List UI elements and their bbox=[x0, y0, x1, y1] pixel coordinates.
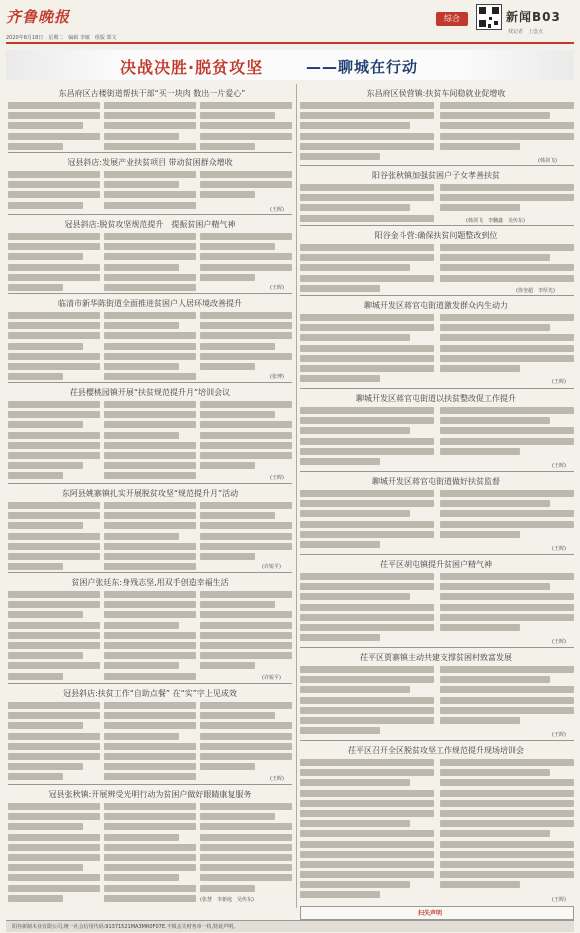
dateline: 2020年8月18日 星期二 编辑 李敏 组版 郑文 bbox=[6, 35, 117, 41]
article-divider bbox=[8, 572, 292, 573]
article-divider bbox=[8, 382, 292, 383]
article-divider bbox=[300, 647, 574, 648]
masthead-rule bbox=[6, 42, 574, 44]
article-divider bbox=[8, 683, 292, 684]
banner-subtitle: ——聊城在行动 bbox=[306, 58, 419, 76]
notice-title: 扫失声明 bbox=[418, 910, 443, 917]
headline-right-6: 聊城开发区蒋官屯街道做好扶贫监督 bbox=[372, 477, 500, 486]
article-author: (王晖) bbox=[552, 463, 566, 469]
article-body bbox=[300, 244, 434, 294]
headline-left-1: 东昌府区古楼街道帮扶干部“买一块肉 数出一片爱心” bbox=[58, 89, 246, 98]
article-body bbox=[104, 803, 196, 903]
article-body bbox=[440, 573, 574, 635]
article-body bbox=[8, 591, 100, 681]
article-body bbox=[300, 666, 434, 738]
article-body bbox=[8, 401, 100, 481]
headline-left-9: 冠县张秋镇:开展辨受光明行动为贫困户做好眼睛康复服务 bbox=[48, 790, 252, 799]
column-divider bbox=[296, 84, 297, 908]
article-body bbox=[300, 407, 434, 469]
headline-right-7: 茌平区胡屯镇提升贫困户精气神 bbox=[380, 560, 492, 569]
article-author: (王晖) bbox=[552, 897, 566, 903]
headline-right-3: 阳谷金斗营:确保扶贫问题整改到位 bbox=[374, 231, 498, 240]
article-body bbox=[8, 702, 100, 782]
article-body bbox=[104, 702, 196, 782]
article-divider bbox=[8, 214, 292, 215]
article-body bbox=[8, 502, 100, 570]
article-body bbox=[300, 102, 434, 162]
article-body bbox=[440, 490, 574, 542]
qr-code-icon bbox=[476, 4, 502, 30]
article-body bbox=[104, 502, 196, 570]
headline-left-4: 临清市新华陈街道全面推进贫困户人居环境改善提升 bbox=[58, 299, 242, 308]
banner bbox=[6, 50, 574, 80]
headline-left-5: 茌县樱桃园镇开展“扶贫规范提升月”培训会议 bbox=[69, 388, 231, 397]
article-body bbox=[200, 803, 292, 895]
headline-right-5: 聊城开发区蒋官屯街道以扶贫整改促工作提升 bbox=[356, 394, 516, 403]
article-author: (徐奎超 李厚光) bbox=[516, 288, 555, 294]
article-author: (许锐平) bbox=[262, 675, 281, 681]
article-author: (王晖) bbox=[552, 546, 566, 552]
page-subtitle: 找记者 上壹点 bbox=[508, 29, 544, 35]
article-body bbox=[440, 184, 574, 216]
article-body bbox=[300, 314, 434, 386]
article-body bbox=[440, 314, 574, 376]
article-divider bbox=[8, 293, 292, 294]
article-body bbox=[300, 759, 434, 899]
article-divider bbox=[8, 483, 292, 484]
article-body bbox=[104, 102, 196, 152]
article-author: (王晖) bbox=[552, 732, 566, 738]
headline-right-1: 东昌府区侯营镇:扶贫车间稳就业促增收 bbox=[366, 89, 506, 98]
article-body bbox=[440, 244, 574, 286]
article-body bbox=[104, 233, 196, 291]
banner-title: 决战决胜·脱贫攻坚 bbox=[120, 58, 264, 77]
article-divider bbox=[300, 295, 574, 296]
article-body bbox=[300, 490, 434, 552]
article-author: (张博) bbox=[270, 374, 284, 380]
article-divider bbox=[300, 225, 574, 226]
article-body bbox=[8, 312, 100, 380]
article-body bbox=[104, 171, 196, 212]
article-body bbox=[200, 702, 292, 774]
headline-left-8: 冠县斜店:扶贫工作“自助点餐” 在“实”字上见成效 bbox=[63, 689, 237, 698]
footer-text: 阳谷新制木业有限公司,统一社会信用代码:91371521MA3MR0F07E,不慎丢失财务章一枚,特此声明。 bbox=[12, 924, 239, 930]
article-body bbox=[440, 102, 574, 156]
article-divider bbox=[300, 471, 574, 472]
article-body bbox=[200, 502, 292, 563]
headline-right-9: 茌平区召开全区脱贫攻坚工作规范提升现场培训会 bbox=[348, 746, 524, 755]
article-body bbox=[200, 233, 292, 284]
headline-left-6: 东阿县姚寨镇扎实开展脱贫攻坚“规范提升月”活动 bbox=[61, 489, 239, 498]
article-author: (韩剑飞) bbox=[538, 158, 557, 164]
article-divider bbox=[8, 784, 292, 785]
article-body bbox=[200, 312, 292, 373]
article-body bbox=[104, 312, 196, 380]
article-divider bbox=[300, 388, 574, 389]
article-divider bbox=[300, 740, 574, 741]
article-body bbox=[8, 102, 100, 152]
article-body bbox=[300, 573, 434, 645]
article-divider bbox=[8, 152, 292, 153]
article-author: (王晖) bbox=[552, 379, 566, 385]
headline-left-7: 贫困户张廷东:身残志坚,用双手创造幸福生活 bbox=[71, 578, 229, 587]
article-body bbox=[300, 184, 434, 224]
article-author: (张慧 李新庭 吴传东) bbox=[200, 897, 254, 903]
article-body bbox=[200, 401, 292, 473]
article-divider bbox=[300, 554, 574, 555]
article-author: (王晖) bbox=[552, 639, 566, 645]
headline-right-8: 茌平区贾寨镇主动共建支撑贫困村致富发展 bbox=[360, 653, 512, 662]
article-body bbox=[104, 591, 196, 681]
section-tag: 综合 bbox=[436, 12, 468, 26]
article-body bbox=[440, 407, 574, 459]
article-author: (王晖) bbox=[270, 285, 284, 291]
article-body bbox=[440, 666, 574, 728]
headline-left-2: 冠县斜店:发展产业扶贫项目 带动贫困群众增收 bbox=[67, 158, 233, 167]
article-author: (王晖) bbox=[270, 207, 284, 213]
headline-right-2: 阳谷张秋镇加强贫困户子女孝善扶贫 bbox=[372, 171, 500, 180]
article-author: (韩剑飞 李翻鑫 吴传东) bbox=[466, 218, 525, 224]
article-body bbox=[8, 803, 100, 903]
article-author: (许锐平) bbox=[262, 564, 281, 570]
article-body bbox=[200, 102, 292, 152]
article-body bbox=[200, 171, 292, 205]
article-body bbox=[8, 171, 100, 212]
article-author: (王晖) bbox=[270, 776, 284, 782]
article-body bbox=[440, 759, 574, 889]
article-author: (王晖) bbox=[270, 475, 284, 481]
article-divider bbox=[300, 165, 574, 166]
article-body bbox=[200, 591, 292, 673]
page-name: 新闻B03 bbox=[506, 10, 561, 24]
newspaper-logo: 齐鲁晚报 bbox=[6, 8, 71, 26]
headline-left-3: 冠县斜店:脱贫攻坚规范提升 提振贫困户精气神 bbox=[64, 220, 236, 229]
article-body bbox=[104, 401, 196, 481]
article-body bbox=[8, 233, 100, 291]
headline-right-4: 聊城开发区蒋官屯街道激发群众内生动力 bbox=[364, 301, 508, 310]
